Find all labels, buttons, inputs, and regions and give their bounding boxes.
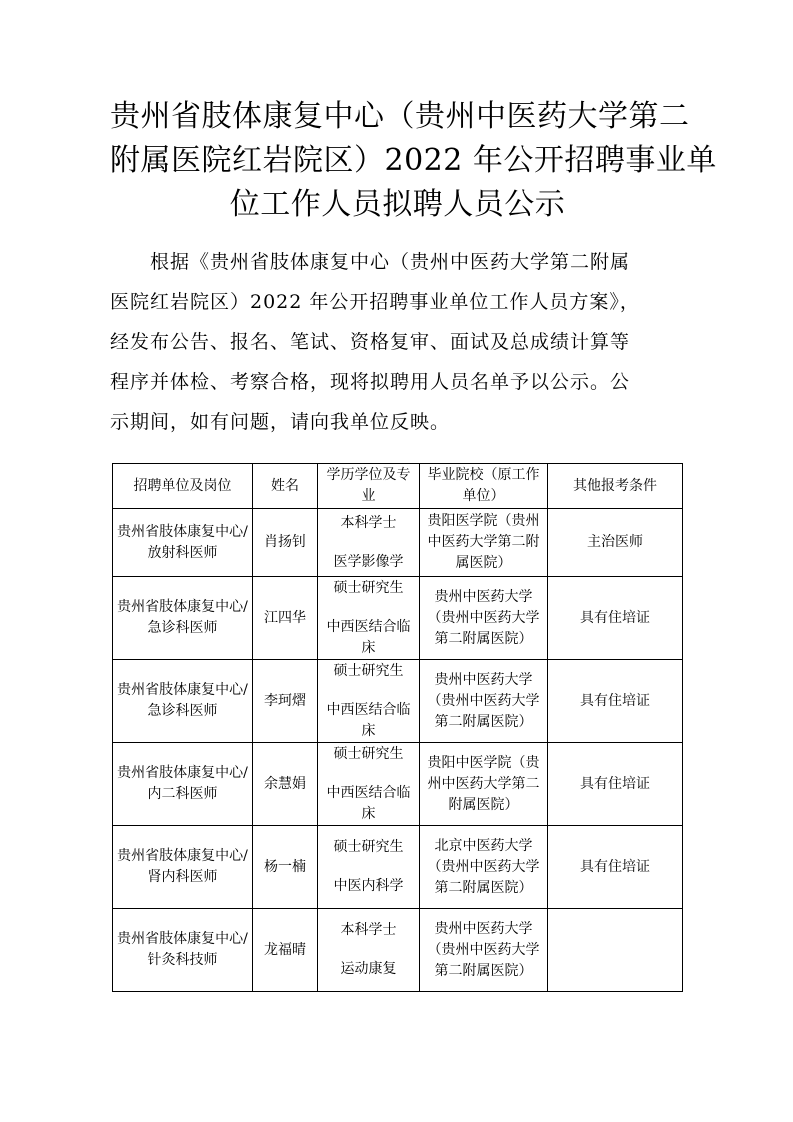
- candidate-table: [112, 463, 683, 992]
- degree-text: 硕士研究生: [333, 745, 404, 762]
- major-text: 中西医结合临床: [326, 701, 411, 739]
- cell-name: 江四华: [253, 577, 318, 660]
- body-line-5: 示期间，如有问题，请向我单位反映。: [110, 411, 451, 433]
- document-title: [110, 95, 717, 227]
- cell-other: 具有住培证: [548, 660, 683, 743]
- cell-degree: [318, 660, 420, 743]
- table-row: [113, 743, 683, 826]
- cell-degree: [318, 909, 420, 992]
- header-name: 姓名: [253, 464, 318, 509]
- cell-other: [548, 909, 683, 992]
- header-unit: 招聘单位及岗位: [113, 464, 253, 509]
- cell-unit: 贵州省肢体康复中心/针灸科技师: [113, 909, 253, 992]
- cell-other: 主治医师: [548, 509, 683, 577]
- title-line-2: 附属医院红岩院区）2022 年公开招聘事业单: [110, 143, 717, 178]
- table-row: [113, 909, 683, 992]
- cell-school: 贵阳医学院（贵州中医药大学第二附属医院）: [420, 509, 548, 577]
- cell-unit: 贵州省肢体康复中心/急诊科医师: [113, 577, 253, 660]
- cell-other: 具有住培证: [548, 826, 683, 909]
- body-line-4: 程序并体检、考察合格，现将拟聘用人员名单予以公示。公: [110, 371, 631, 393]
- cell-degree: [318, 743, 420, 826]
- cell-school: 贵州中医药大学（贵州中医药大学第二附属医院）: [420, 577, 548, 660]
- table-row: [113, 660, 683, 743]
- header-school: 毕业院校（原工作单位）: [420, 464, 548, 509]
- cell-degree: [318, 509, 420, 577]
- degree-text: 本科学士: [340, 514, 397, 531]
- cell-unit: 贵州省肢体康复中心/肾内科医师: [113, 826, 253, 909]
- degree-text: 硕士研究生: [333, 662, 404, 679]
- cell-unit: 贵州省肢体康复中心/内二科医师: [113, 743, 253, 826]
- table-row: [113, 826, 683, 909]
- major-text: 中西医结合临床: [326, 618, 411, 656]
- cell-other: 具有住培证: [548, 577, 683, 660]
- cell-name: 余慧娟: [253, 743, 318, 826]
- cell-school: 贵州中医药大学（贵州中医药大学第二附属医院）: [420, 909, 548, 992]
- major-text: 中西医结合临床: [326, 784, 411, 822]
- cell-name: 龙福晴: [253, 909, 318, 992]
- cell-unit: 贵州省肢体康复中心/放射科医师: [113, 509, 253, 577]
- degree-text: 本科学士: [340, 922, 397, 938]
- body-line-1: 根据《贵州省肢体康复中心（贵州中医药大学第二附属: [150, 251, 631, 273]
- cell-unit: 贵州省肢体康复中心/急诊科医师: [113, 660, 253, 743]
- body-line-3: 经发布公告、报名、笔试、资格复审、面试及总成绩计算等: [110, 331, 631, 353]
- cell-name: 李珂熠: [253, 660, 318, 743]
- table-header-row: [113, 464, 683, 509]
- degree-text: 硕士研究生: [333, 579, 404, 596]
- table-row: [113, 509, 683, 577]
- cell-school: 贵州中医药大学（贵州中医药大学第二附属医院）: [420, 660, 548, 743]
- cell-school: 贵阳中医学院（贵州中医药大学第二附属医院）: [420, 743, 548, 826]
- header-degree: 学历学位及专业: [318, 464, 420, 509]
- title-line-3: 位工作人员拟聘人员公示: [229, 187, 566, 222]
- cell-degree: [318, 826, 420, 909]
- table-row: [113, 577, 683, 660]
- title-line-1: 贵州省肢体康复中心（贵州中医药大学第二: [110, 99, 690, 134]
- major-text: 中医内科学: [333, 878, 404, 894]
- cell-other: 具有住培证: [548, 743, 683, 826]
- major-text: 医学影像学: [333, 553, 404, 570]
- degree-text: 硕士研究生: [333, 839, 404, 855]
- cell-degree: [318, 577, 420, 660]
- body-line-2: 医院红岩院区）2022 年公开招聘事业单位工作人员方案》，: [110, 291, 640, 313]
- header-other: 其他报考条件: [548, 464, 683, 509]
- cell-name: 杨一楠: [253, 826, 318, 909]
- cell-name: 肖扬钊: [253, 509, 318, 577]
- cell-school: 北京中医药大学（贵州中医药大学第二附属医院）: [420, 826, 548, 909]
- major-text: 运动康复: [340, 961, 397, 977]
- body-paragraph: [110, 242, 688, 442]
